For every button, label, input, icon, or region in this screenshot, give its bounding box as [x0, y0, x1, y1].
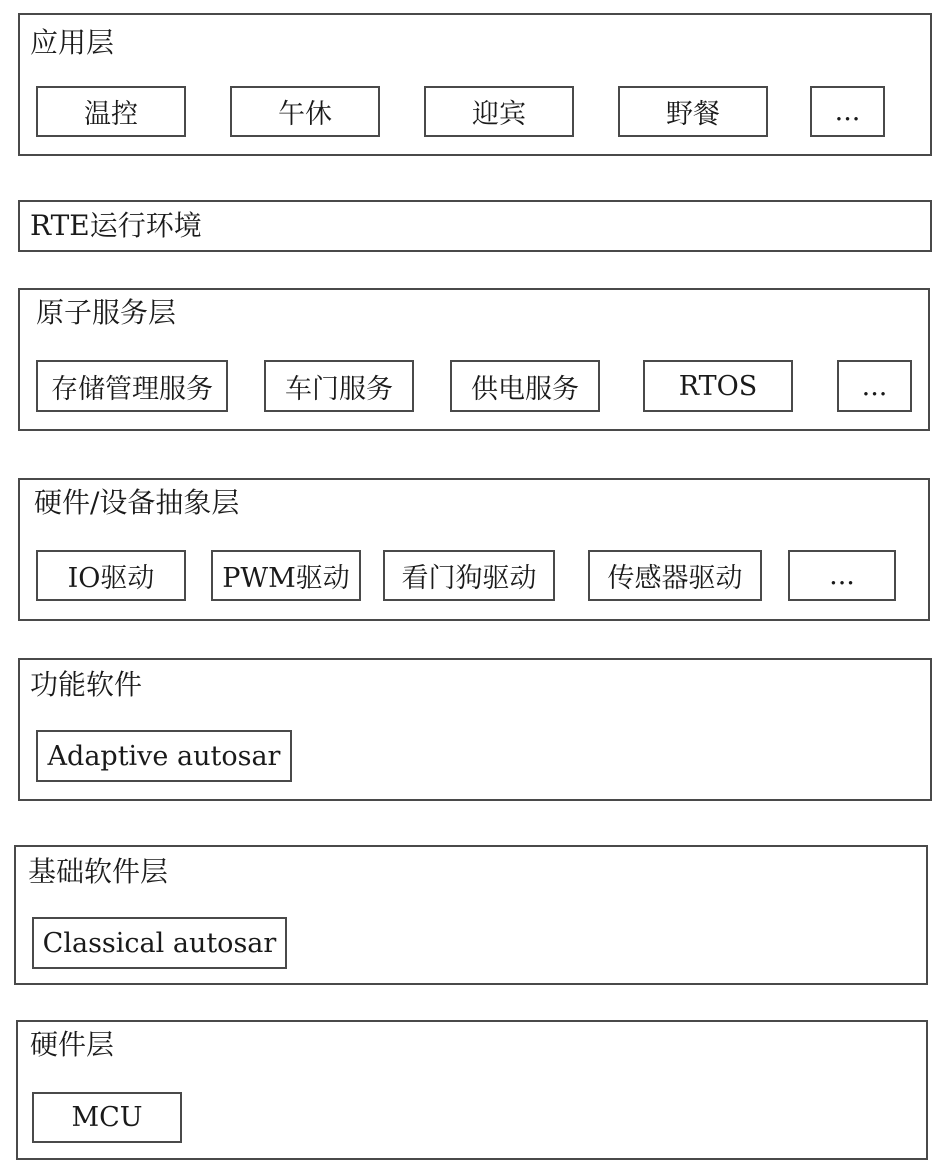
module-box: 午休 [230, 86, 380, 137]
layer-title: 基础软件层 [28, 855, 169, 888]
layer-title: 硬件层 [30, 1028, 115, 1061]
module-box: IO驱动 [36, 550, 186, 601]
module-box: RTOS [643, 360, 793, 412]
module-box: Classical autosar [32, 917, 287, 969]
module-box: 看门狗驱动 [383, 550, 555, 601]
module-box-ellipsis: ... [837, 360, 912, 412]
module-box: 存储管理服务 [36, 360, 228, 412]
module-box: 温控 [36, 86, 186, 137]
module-box: Adaptive autosar [36, 730, 292, 782]
layer-title: 硬件/设备抽象层 [34, 486, 240, 519]
layer-title: 功能软件 [30, 668, 143, 701]
module-box-ellipsis: ... [810, 86, 885, 137]
layer-title: RTE运行环境 [30, 209, 202, 242]
layer-title: 应用层 [30, 26, 115, 59]
module-box: 供电服务 [450, 360, 600, 412]
module-box: 车门服务 [264, 360, 414, 412]
module-box: 迎宾 [424, 86, 574, 137]
module-box: 野餐 [618, 86, 768, 137]
layer-title: 原子服务层 [36, 296, 177, 329]
module-box: PWM驱动 [211, 550, 361, 601]
module-box: MCU [32, 1092, 182, 1143]
module-box-ellipsis: ... [788, 550, 896, 601]
module-box: 传感器驱动 [588, 550, 762, 601]
